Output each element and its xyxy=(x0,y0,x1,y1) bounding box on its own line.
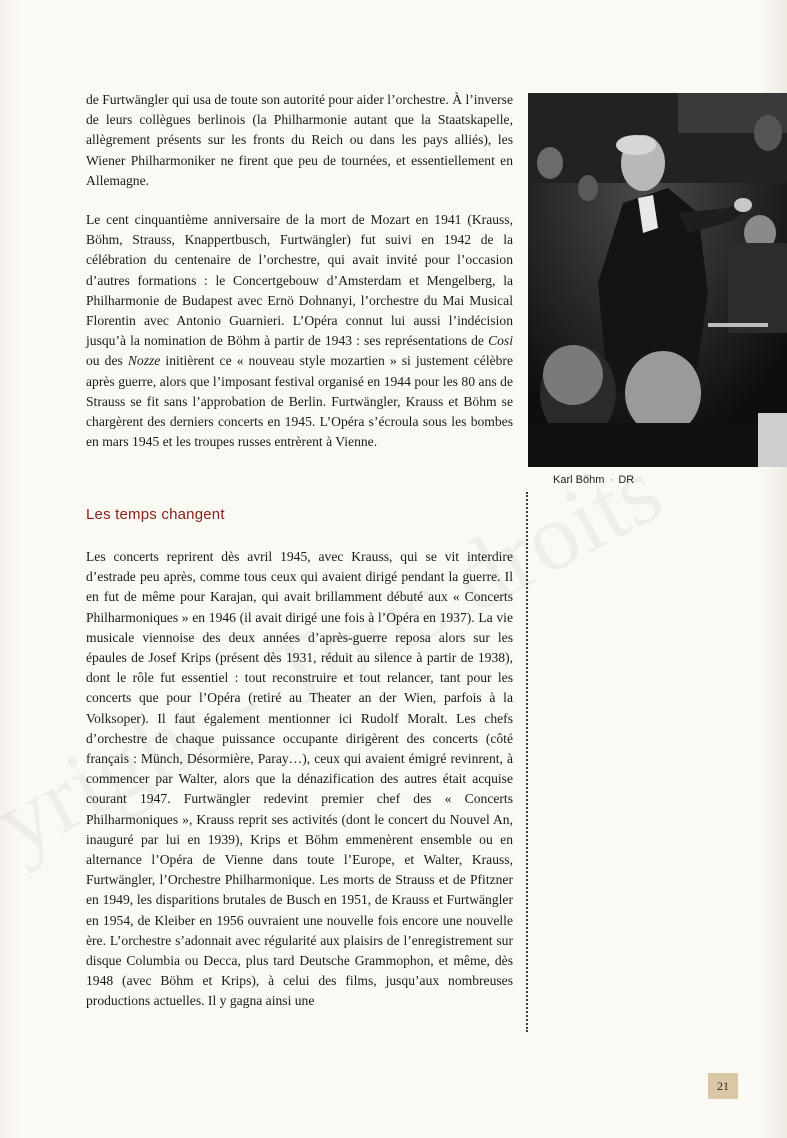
caption-credit: DR xyxy=(618,474,635,486)
caption-separator: · xyxy=(609,474,614,486)
conductor-photo xyxy=(528,93,787,467)
conductor-photo-illustration xyxy=(528,93,787,467)
photo-caption xyxy=(553,474,634,486)
paragraph-2 xyxy=(86,210,513,452)
paragraph-2-part-b: ou des xyxy=(86,353,128,369)
work-title-nozze: Nozze xyxy=(127,353,161,369)
column-divider xyxy=(526,492,530,1032)
paragraph-1-text: de Furtwängler qui usa de toute son autorité pour aider l’orchestre. À l’inverse de leurs collègues berlinois (la Philharmonie autant que la Staatskapelle, allègrement présents sur les fronts du Reich ou dans les pays alliés), les Wiener Philharmoniker ne firent que peu de tournées, et essentiellement en Allemagne. xyxy=(86,92,513,188)
paragraph-1 xyxy=(86,90,513,191)
section-heading: Les temps changent xyxy=(86,506,225,523)
page-number: 21 xyxy=(708,1073,738,1099)
paragraph-2-text xyxy=(86,210,513,452)
paragraph-2-part-c: initièrent ce « nouveau style mozartien » si justement célèbre après guerre, alors que l’imposant festival organisé en 1944 pour les 80 ans de Strauss se fit sans l’approbation de Berlin. Furtwängler, Krauss et Böhm se chargèrent des derniers concerts en 1945. L’Opéra s’écroula sous les bombes en mars 1945 et les troupes russes entrèrent à Vienne. xyxy=(86,353,513,450)
caption-name: Karl Böhm xyxy=(553,474,605,486)
paragraph-3-text: Les concerts reprirent dès avril 1945, avec Krauss, qui se vit interdire d’estrade peu après, comme tous ceux qui avaient dirigé pendant la guerre. Il en fut de même pour Karajan, qui avait brillamment débuté aux « Concerts Philharmoniques » en 1946 (il avait dirigé une fois à l’Opéra en 1937). La vie musicale viennoise des deux années d’après-guerre reposa alors sur les épaules de Josef Krips (présent dès 1931, réduit au silence à partir de 1938), dont le rôle fut essentiel : tout reconstruire et tout relancer, tant pour les concerts que pour l’Opéra (retiré au Theater an der Wien, parfois à la Volksoper). Il faut également mentionner ici Rudolf Moralt. Les chefs d’orchestre de chaque puissance occupante dirigèrent des concerts (côté français : Münch, Désormière, Paray…), ceux qui avaient émigré revinrent, à commencer par Walter, alors que la dénazification des autres était acquise courant 1947. Furtwängler redevint premier chef des « Concerts Philharmoniques », Krauss reprit ses activités (dont le concert du Nouvel An, inauguré par lui en 1939), Krips et Böhm emmenèrent ensemble ou en alternance l’Opéra de Vienne dans toute l’Europe, et Walter, Krauss, Furtwängler, l’Orchestre Philharmonique. Les morts de Strauss et de Pfitzner en 1949, les disparitions brutales de Busch en 1951, de Krauss et Furtwängler en 1954, de Kleiber en 1956 ouvraient une nouvelle fois encore une nouvelle ère. L’orchestre s’adonnait avec régularité aux plaisirs de l’enregistrement sur disque Columbia ou Decca, plus tard Deutsche Grammophon, et même, dès 1948 (avec Böhm et Krips), à celui des films, jusqu’aux nombreuses productions actuelles. Il y gagna ainsi une xyxy=(86,549,513,1009)
work-title-cosi: Cosi xyxy=(488,333,513,349)
paragraph-2-part-a: Le cent cinquantième anniversaire de la mort de Mozart en 1941 (Krauss, Böhm, Strauss, Knappertbusch, Furtwängler) fut suivi en 1942 de la célébration du centenaire de l’orchestre, qui avait invité pour l’occasion d’autres formations : le Concertgebouw d’Amsterdam et Mengelberg, la Philharmonie de Budapest avec Ernö Dohnanyi, l’orchestre du Mai Musical Florentin avec Antonio Guarnieri. L’Opéra connut lui aussi l’indécision jusqu’à la nomination de Böhm à partir de 1943 : ses représentations de xyxy=(86,212,513,349)
paragraph-3 xyxy=(86,547,513,1012)
